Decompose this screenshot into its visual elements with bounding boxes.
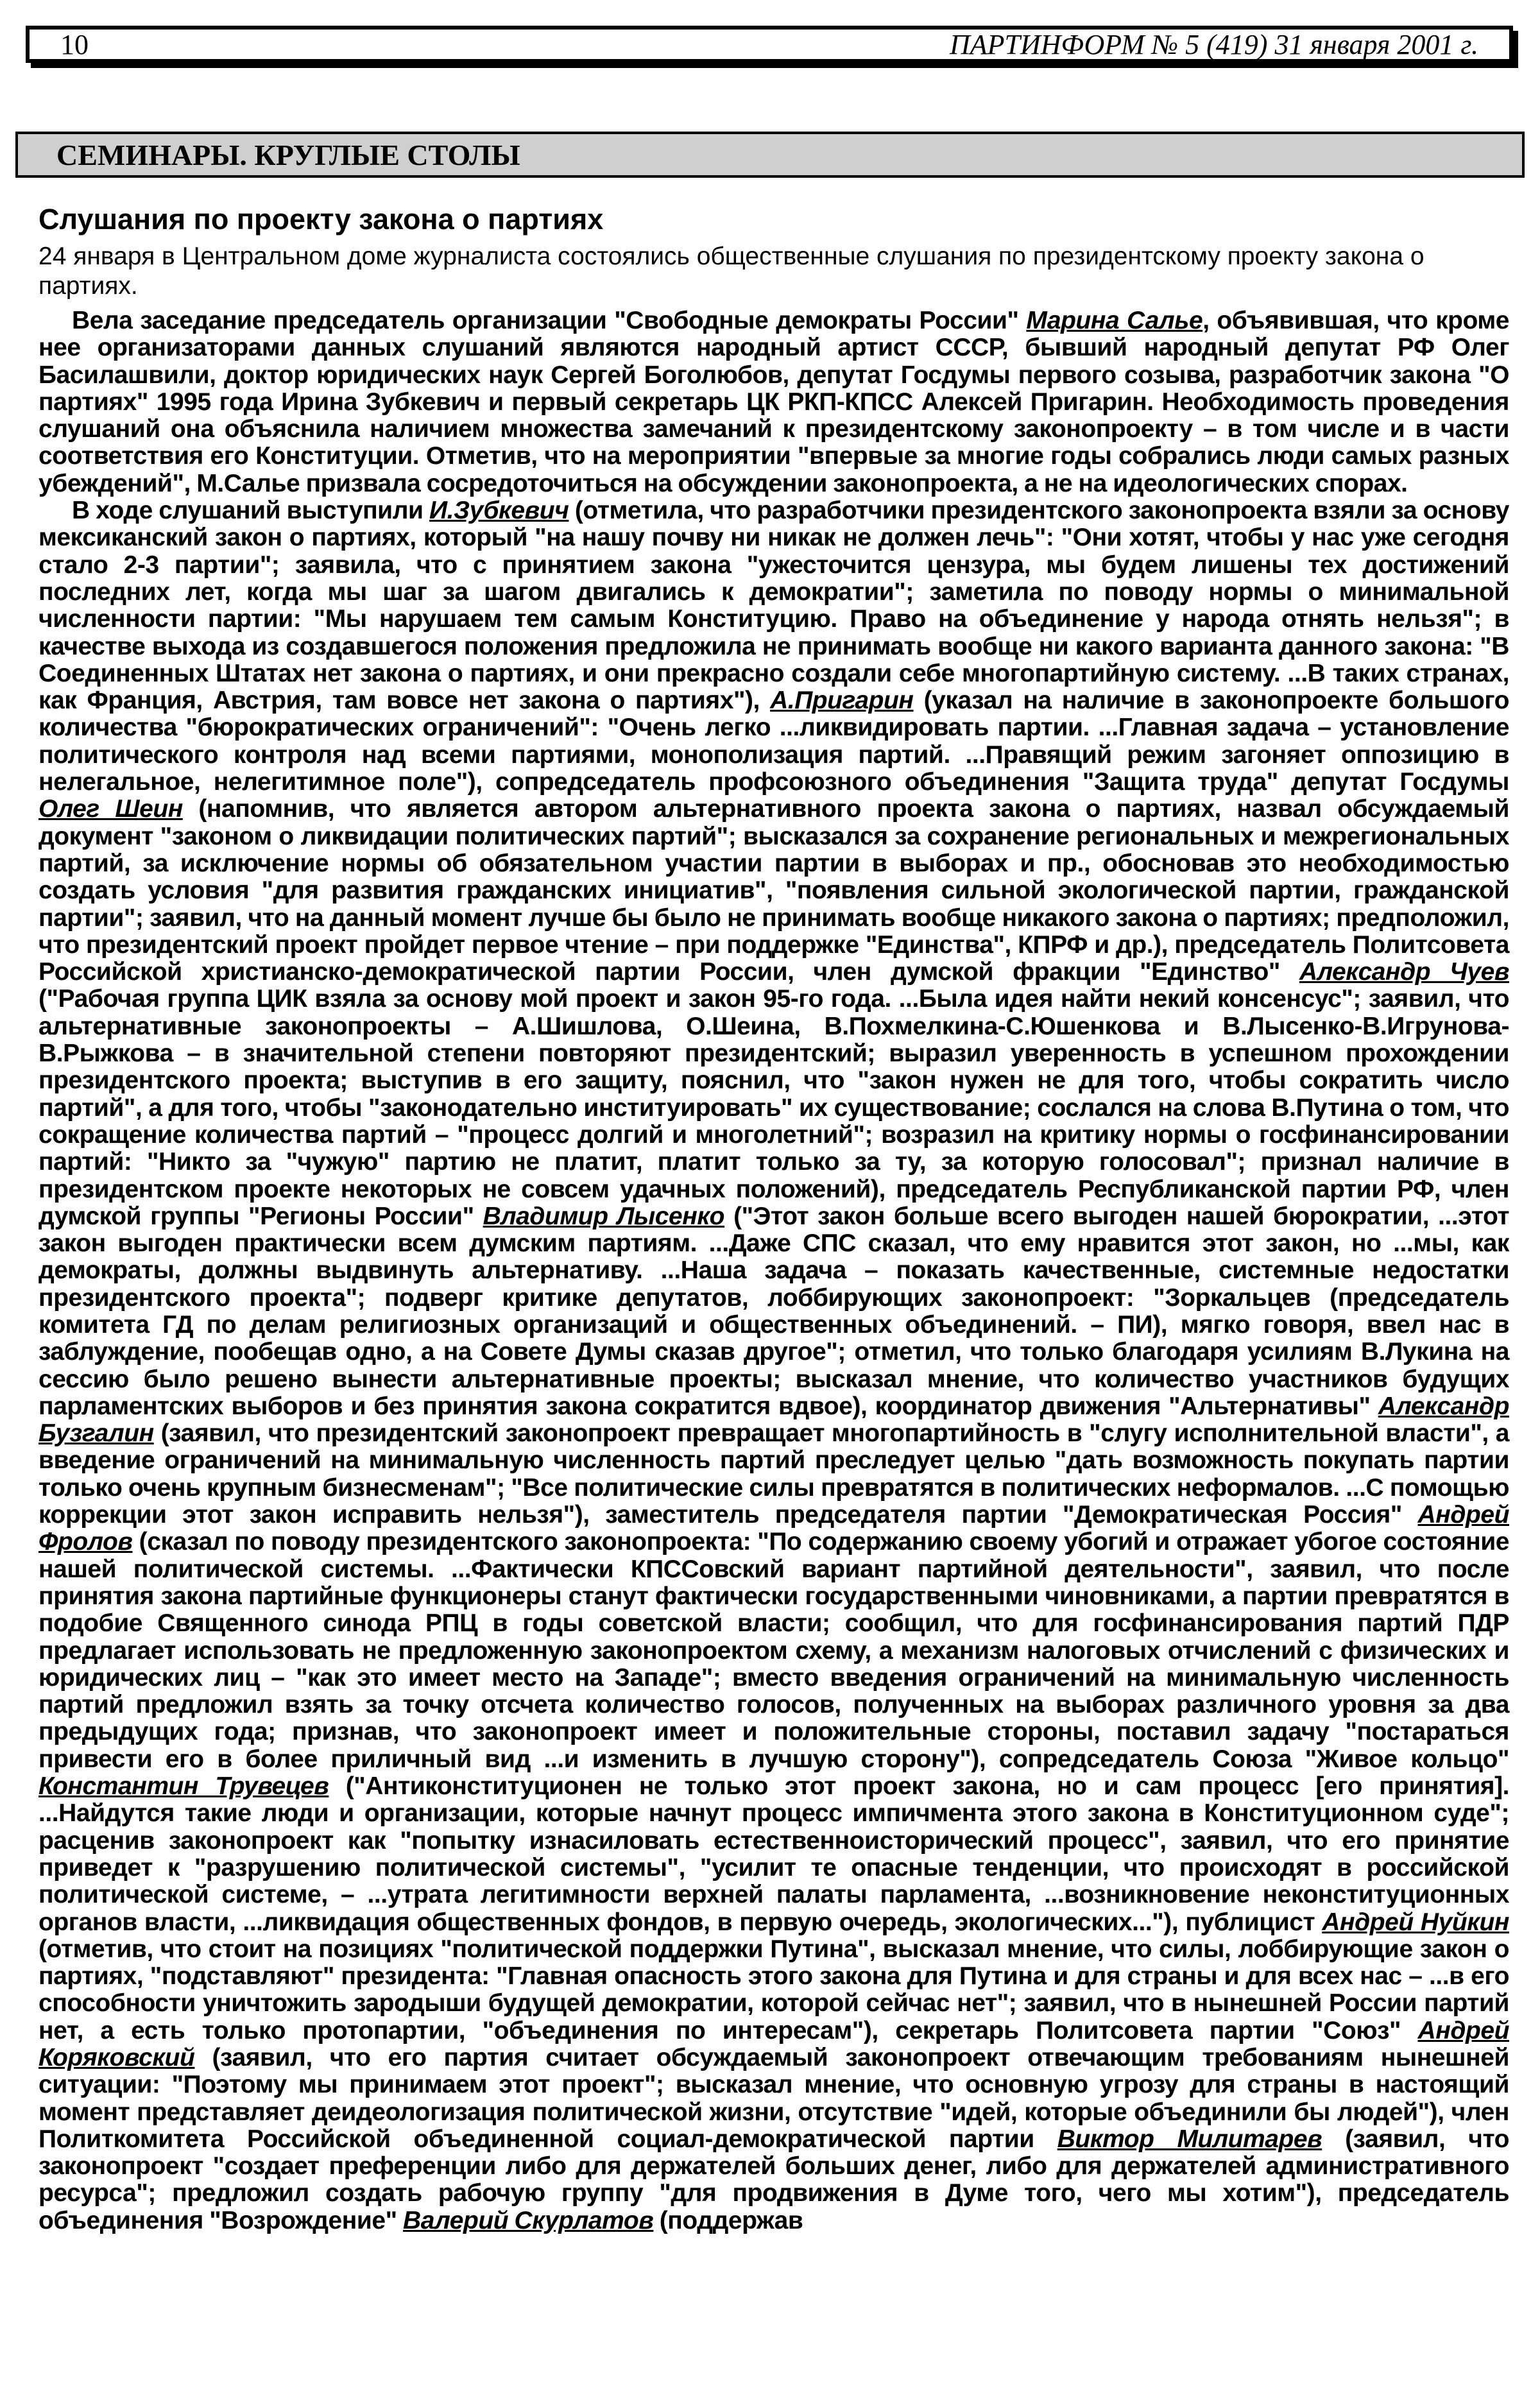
text-run: ("Рабочая группа ЦИК взяла за основу мой проект и закон 95-го года. ...Была идея найти некий консенсус"; заявил, что альтернативные законопроекты – А.Шишлова, О.Шеина, В.Похмелкина-С.Юшенкова и В.Лысенко-В.Игрунова-В.Рыжкова – в значительной степени повторяют президентский; выразил уверенность в успешном прохождении президентского проекта; выступив в его защиту, пояснил, что "закон нужен не для того, чтобы сократить число партий", а для того, чтобы "законодательно институировать" их существование; сослался на слова В.Путина о том, что сокращение количества партий – "процесс долгий и многолетний"; возразил на критику нормы о госфинансировании партий: "Никто за "чужую" партию не платит, платит только за ту, за которую голосовал"; признал наличие в президентском проекте некоторых не совсем удачных положений), председатель Республиканской партии РФ, член думской группы "Регионы России" xyxy=(38,985,1509,1230)
person-name: Константин Трувецев xyxy=(38,1772,329,1801)
text-run: (заявил, что его партия считает обсуждаемый законопроект отвечающим требованиям нынешней ситуации: "Поэтому мы принимаем этот проект"; высказал мнение, что основную угрозу для страны в настоящий момент представляет деидеологизация политической жизни, отсутствие "идей, которые объединили бы людей"), член Политкомитета Российской объединенной социал-демократической партии xyxy=(38,2044,1509,2153)
text-run: (поддержав xyxy=(653,2206,803,2234)
text-run: (указал на наличие в законопроекте большого количества "бюрократических ограничений": "Очень легко ...ликвидировать партии. ...Главная задача – установление политического контроля над всеми партиями, монополизация партий. ...Правящий режим загоняет оппозицию в нелегальное, нелегитимное поле"), сопредседатель профсоюзного объединения "Защита труда" депутат Госдумы xyxy=(38,687,1509,796)
page-number: 10 xyxy=(60,28,89,60)
article-title: Слушания по проекту закона о партиях xyxy=(38,203,604,236)
person-name: И.Зубкевич xyxy=(429,497,569,525)
text-run: (заявил, что президентский законопроект превращает многопартийность в "слугу исполнительной власти", а введение ограничений на минимальную численность партий преследует целью "дать возможность покупать партии только очень крупным бизнесменам"; "Все политические силы превратятся в политических неформалов. ...С помощью коррекции этот закон исправить нельзя"), заместитель председателя партии "Демократическая Россия" xyxy=(38,1419,1509,1529)
text-run: (сказал по поводу президентского законопроекта: "По содержанию своему убогий и отражает убогое состояние нашей политической системы. ...Фактически КПССовский вариант партийной деятельности", заявил, что после принятия закона партийные функционеры станут фактически государственными чиновниками, а партии превратятся в подобие Священного синода РПЦ в годы советской власти; сообщил, что для госфинансирования партий ПДР предлагает использовать не предложенную законопроектом схему, а механизм налоговых отчислений с физических и юридических лиц – "как это имеет место на Западе"; вместо введения ограничений на минимальную численность партий предложил взять за точку отсчета количество голосов, полученных на выборах различного уровня за два предыдущих года; признав, что законопроект имеет и положительные стороны, поставил задачу "постараться привести его в более приличный вид ...и изменить в лучшую сторону"), сопредседатель Союза "Живое кольцо" xyxy=(38,1528,1509,1773)
person-name: Марина Салье xyxy=(1026,307,1203,334)
person-name: Владимир Лысенко xyxy=(483,1202,725,1230)
person-name: А.Пригарин xyxy=(770,687,914,715)
text-run: Вела заседание председатель организации "Свободные демократы России" xyxy=(72,307,1027,334)
person-name: Александр Чуев xyxy=(1299,958,1509,986)
text-run: (заявил, что законопроект "создает преференции либо для держателей больших денег, либо для держателей административного ресурса"; предложил создать рабочую группу "для продвижения в Думе того, чего мы хотим"), председатель объединения "Возрождение" xyxy=(38,2125,1509,2234)
text-run: , объявившая, что кроме нее организаторами данных слушаний являются народный артист СССР, бывший народный депутат РФ Олег Басилашвили, доктор юридических наук Сергей Боголюбов, депутат Госдумы первого созыва, разработчик закона "О партиях" 1995 года Ирина Зубкевич и первый секретарь ЦК РКП-КПСС Алексей Пригарин. Необходимость проведения слушаний она объяснила наличием множества замечаний к президентскому законопроекту – в том числе и в части соответствия его Конституции. Отметив, что на мероприятии "впервые за многие годы собрались люди самых разных убеждений", М.Салье призвала сосредоточиться на обсуждении законопроекта, а не на идеологических спорах. xyxy=(38,307,1510,497)
text-run: (отметив, что стоит на позициях "политической поддержки Путина", высказал мнение, что силы, лоббирующие закон о партиях, "подставляют" президента: "Главная опасность этого закона для Путина и для страны и для всех нас – ...в его способности уничтожить зародыши будущей демократии, которой сейчас нет"; заявил, что в нынешней России партий нет, а есть только протопартии, "объединения по интересам"), секретарь Политсовета партии "Союз" xyxy=(38,1935,1509,2044)
section-title xyxy=(15,132,1525,178)
person-name: Александр Бузгалин xyxy=(38,1392,1509,1448)
person-name: Валерий Скурлатов xyxy=(403,2206,654,2234)
page-header xyxy=(26,26,1513,63)
person-name: Андрей Фролов xyxy=(38,1501,1509,1556)
person-name: Андрей Коряковский xyxy=(38,2016,1509,2071)
text-run: (напомнив, что является автором альтернативного проекта закона о партиях, назвал обсуждаемый документ "законом о ликвидации политических партий"; высказался за сохранение региональных и межрегиональных партий, за исключение нормы об обязательном участии партии в выборах и пр., обосновав это необходимостью создать условия "для развития гражданских инициатив", "появления сильной экологической партии, гражданской партии"; заявил, что на данный момент лучше бы было не принимать вообще никакого закона о партиях; предположил, что президентский проект пройдет первое чтение – при поддержке "Единства", КПРФ и др.), председатель Политсовета Российской христианско-демократической партии России, член думской фракции "Единство" xyxy=(38,795,1509,986)
article-lead: 24 января в Центральном доме журналиста состоялись общественные слушания по президентскому проекту закона о партиях. xyxy=(38,243,1425,300)
text-run: ("Антиконституционен не только этот проект закона, но и сам процесс [его принятия]. ...Найдутся такие люди и организации, которые начнут процесс импичмента этого закона в Конституционном суде"; расценив законопроект как "попытку изнасиловать естественноисторический процесс", заявил, что его принятие приведет к "разрушению политической системы", "усилит те опасные тенденции, что происходят в российской политической системе, – ...утрата легитимности верхней палаты парламента, ...возникновение неконституционных органов власти, ...ликвидация общественных фондов, в первую очередь, экологических..."), публицист xyxy=(38,1772,1509,1936)
paragraph-2 xyxy=(38,497,1509,2234)
article-body xyxy=(38,307,1509,2234)
text-run: В ходе слушаний выступили xyxy=(72,497,430,525)
article xyxy=(38,202,1509,2234)
person-name: Олег Шеин xyxy=(38,795,183,823)
section-title-text: СЕМИНАРЫ. КРУГЛЫЕ СТОЛЫ xyxy=(56,138,520,171)
issue-info: ПАРТИНФОРМ № 5 (419) 31 января 2001 г. xyxy=(949,28,1478,60)
person-name: Виктор Милитарев xyxy=(1057,2125,1322,2153)
person-name: Андрей Нуйкин xyxy=(1322,1908,1509,1936)
paragraph-1 xyxy=(38,307,1509,497)
text-run: ("Этот закон больше всего выгоден нашей бюрократии, ...этот закон выгоден практически всем думским партиям. ...Даже СПС сказал, что ему нравится этот закон, но ...мы, как демократы, должны выдвинуть альтернативу. ...Наша задача – показать качественные, системные недостатки президентского проекта"; подверг критике депутатов, лоббирующих законопроект: "Зоркальцев (председатель комитета ГД по делам религиозных организаций и общественных объединений. – ПИ), мягко говоря, ввел нас в заблуждение, пообещав одно, а на Совете Думы сказав другое"; отметил, что только благодаря усилиям В.Лукина на сессию было решено вынести альтернативные проекты; высказал мнение, что количество участников будущих парламентских выборов и без принятия закона сократится вдвое), координатор движения "Альтернативы" xyxy=(38,1202,1510,1420)
text-run: (отметила, что разработчики президентского законопроекта взяли за основу мексиканский закон о партиях, который "на нашу почву ни никак не должен лечь": "Они хотят, чтобы у нас уже сегодня стало 2-3 партии"; заявила, что с принятием закона "ужесточится цензура, мы будем лишены тех достижений последних лет, когда мы шаг за шагом двигались к демократии"; заметила по поводу нормы о минимальной численности партии: "Мы нарушаем тем самым Конституцию. Право на объединение у народа отнять нельзя"; в качестве выхода из создавшегося положения предложила не принимать вообще ни какого варианта данного закона: "В Соединенных Штатах нет закона о партиях, и они прекрасно создали себе многопартийную систему. ...В таких странах, как Франция, Австрия, там вовсе нет закона о партиях"), xyxy=(38,497,1510,715)
